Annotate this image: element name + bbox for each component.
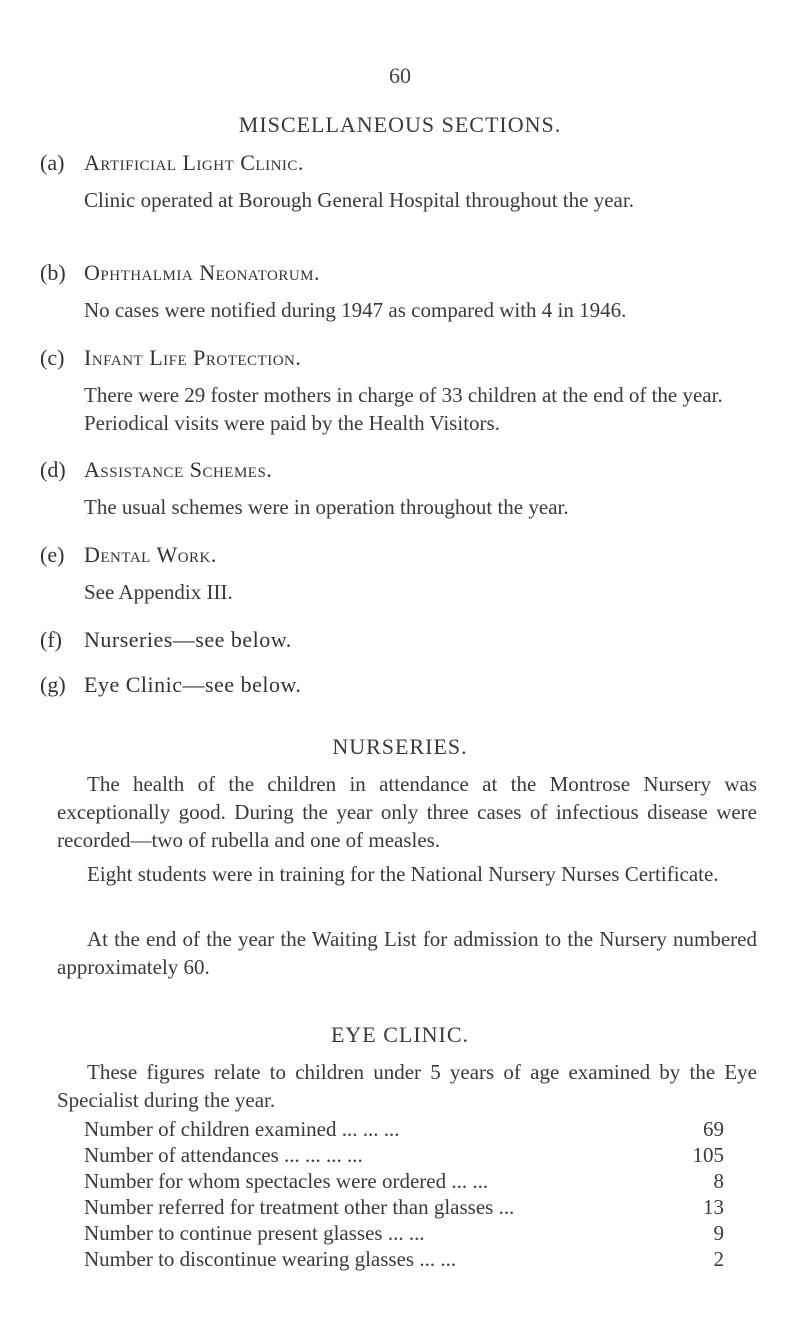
row-label: Number for whom spectacles were ordered ... ... [84,1168,489,1193]
item-g-title: Eye Clinic—see below. [84,672,302,697]
nurseries-paragraph-3: At the end of the year the Waiting List for admission to the Nursery numbered approximately 60. [57,927,757,979]
table-row [84,1246,724,1272]
table-row [84,1194,724,1220]
item-f-label: (f) [40,627,62,652]
item-a-body: Clinic operated at Borough General Hospital throughout the year. [84,188,634,212]
item-c-body: There were 29 foster mothers in charge of 33 children at the end of the year. Periodical visits were paid by the Health Visitors. [84,383,723,435]
nurseries-heading: NURSERIES. [332,734,468,759]
table-row [84,1220,724,1246]
item-c-label: (c) [40,345,65,370]
table-row [84,1142,724,1168]
item-d-label: (d) [40,457,66,482]
eye-clinic-intro: These figures relate to children under 5 years of age examined by the Eye Specialist during the year. [57,1060,757,1112]
item-b-label: (b) [40,260,66,285]
item-a-title: Artificial Light Clinic. [84,150,304,175]
eye-clinic-heading: EYE CLINIC. [330,1022,470,1047]
row-value: 13 [703,1194,724,1219]
item-e-label: (e) [40,542,65,567]
item-f-title: Nurseries—see below. [84,627,292,652]
nurseries-paragraph-2: Eight students were in training for the National Nursery Nurses Certificate. [87,862,719,886]
item-e-body: See Appendix III. [84,580,233,604]
table-row [84,1116,724,1142]
item-b-body: No cases were notified during 1947 as compared with 4 in 1946. [84,298,627,322]
row-label: Number referred for treatment other than glasses ... [84,1194,515,1219]
eye-clinic-table [84,1116,724,1272]
item-e-title: Dental Work. [84,542,217,567]
item-g-label: (g) [40,672,66,697]
item-c-title: Infant Life Protection. [84,345,302,370]
row-value: 2 [713,1246,724,1271]
misc-sections-heading: MISCELLANEOUS SECTIONS. [238,112,562,137]
row-value: 69 [703,1116,724,1141]
item-d-title: Assistance Schemes. [84,457,273,482]
table-row [84,1168,724,1194]
row-label: Number of attendances ... ... ... ... [84,1142,363,1167]
row-value: 8 [713,1168,724,1193]
item-a-label: (a) [40,150,65,175]
item-b-title: Ophthalmia Neonatorum. [84,260,321,285]
nurseries-paragraph-1: The health of the children in attendance at the Montrose Nursery was exceptionally good. During the year only three cases of infectious disease were recorded—two of rubella and one of measles. [57,772,757,852]
item-d-body: The usual schemes were in operation throughout the year. [84,495,569,519]
page-number: 60 [389,63,411,88]
row-label: Number to discontinue wearing glasses ... ... [84,1246,457,1271]
row-label: Number of children examined ... ... ... [84,1116,400,1141]
row-value: 9 [713,1220,724,1245]
row-value: 105 [692,1142,724,1167]
row-label: Number to continue present glasses ... ... [84,1220,425,1245]
